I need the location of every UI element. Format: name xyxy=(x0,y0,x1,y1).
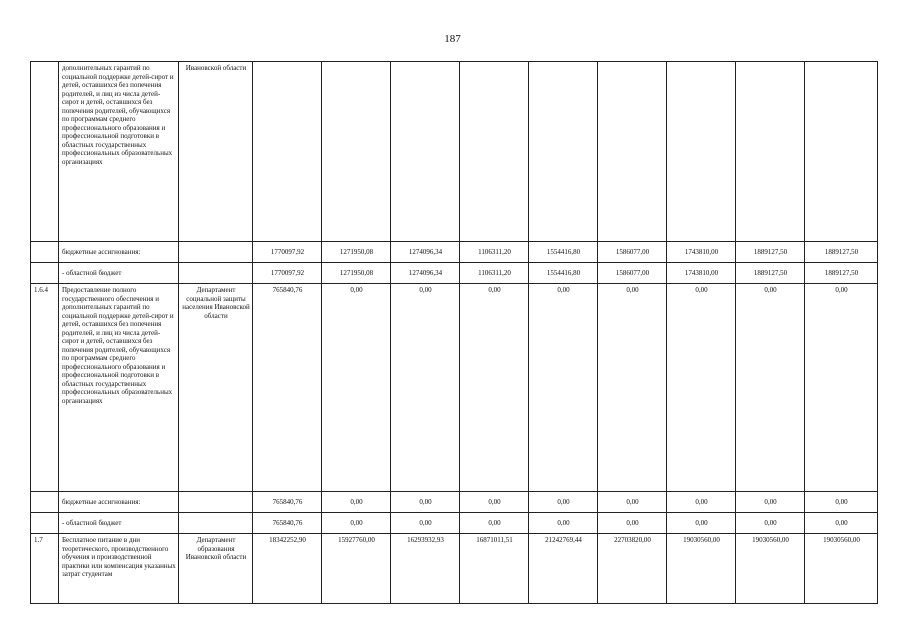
row-description: Предоставление полного государственного обеспечения и дополнительных гарантий по социальной поддержке детей-сирот и детей, оставшихся без попечения родителей, и лиц из числа детей-сирот и детей, оставшихся без попечения родителей, обучающихся по программам среднего профессионального образования и профессиональной подготовки в областных государственных профессиональных образовательных организациях xyxy=(59,284,179,492)
value-cell: 1271950,08 xyxy=(322,242,391,263)
value-cell: 1889127,50 xyxy=(736,242,805,263)
value-cell: 0,00 xyxy=(805,492,878,513)
value-cell: 1770097,92 xyxy=(253,263,322,284)
value-cell: 765840,76 xyxy=(253,513,322,534)
value-cell: 1586077,00 xyxy=(598,263,667,284)
value-cell: 0,00 xyxy=(391,492,460,513)
value-cell: 0,00 xyxy=(391,513,460,534)
row-index xyxy=(31,242,59,263)
value-cell xyxy=(667,62,736,242)
value-cell: 0,00 xyxy=(460,492,529,513)
value-cell xyxy=(322,62,391,242)
row-executor xyxy=(179,263,253,284)
value-cell: 16293932,93 xyxy=(391,534,460,604)
row-label: бюджетные ассигнования: xyxy=(59,492,179,513)
table-row xyxy=(31,242,878,263)
value-cell: 0,00 xyxy=(736,513,805,534)
row-index: 1.6.4 xyxy=(31,284,59,492)
table-row xyxy=(31,62,878,242)
value-cell: 19030560,00 xyxy=(805,534,878,604)
row-index: 1.7 xyxy=(31,534,59,604)
value-cell: 0,00 xyxy=(322,513,391,534)
row-label: - областной бюджет xyxy=(59,263,179,284)
row-executor: Ивановской области xyxy=(179,62,253,242)
row-executor xyxy=(179,242,253,263)
value-cell: 0,00 xyxy=(529,492,598,513)
table-row xyxy=(31,263,878,284)
value-cell xyxy=(391,62,460,242)
table-row xyxy=(31,492,878,513)
value-cell: 1274096,34 xyxy=(391,242,460,263)
page-number: 187 xyxy=(444,33,461,45)
row-index xyxy=(31,492,59,513)
budget-table xyxy=(30,61,878,604)
row-executor xyxy=(179,492,253,513)
value-cell: 0,00 xyxy=(598,513,667,534)
table-row xyxy=(31,513,878,534)
table-row xyxy=(31,534,878,604)
value-cell: 0,00 xyxy=(736,284,805,492)
value-cell xyxy=(529,62,598,242)
value-cell: 1271950,08 xyxy=(322,263,391,284)
value-cell xyxy=(736,62,805,242)
value-cell: 1889127,50 xyxy=(805,263,878,284)
value-cell: 18342252,90 xyxy=(253,534,322,604)
value-cell xyxy=(460,62,529,242)
value-cell: 765840,76 xyxy=(253,492,322,513)
value-cell xyxy=(253,62,322,242)
value-cell: 0,00 xyxy=(460,513,529,534)
row-description: Бесплатное питание в дни теоретического, производственного обучения и производственной практики или компенсация указанных затрат студентам xyxy=(59,534,179,604)
value-cell: 0,00 xyxy=(667,513,736,534)
value-cell: 0,00 xyxy=(460,284,529,492)
value-cell: 1889127,50 xyxy=(805,242,878,263)
row-description: дополнительных гарантий по социальной поддержке детей-сирот и детей, оставшихся без попечения родителей, и лиц из числа детей-сирот и детей, оставшихся без попечения родителей, обучающихся по программам среднего профессионального образования и профессиональной подготовки в областных государственных профессиональных образовательных организациях xyxy=(59,62,179,242)
value-cell: 1770097,92 xyxy=(253,242,322,263)
value-cell: 1106311,20 xyxy=(460,242,529,263)
value-cell: 0,00 xyxy=(529,284,598,492)
value-cell: 0,00 xyxy=(391,284,460,492)
value-cell xyxy=(805,62,878,242)
value-cell: 0,00 xyxy=(805,513,878,534)
value-cell: 1586077,00 xyxy=(598,242,667,263)
row-index xyxy=(31,62,59,242)
row-executor: Департамент социальной защиты населения Ивановской области xyxy=(179,284,253,492)
table-row xyxy=(31,284,878,492)
value-cell xyxy=(598,62,667,242)
row-executor: Департамент образования Ивановской области xyxy=(179,534,253,604)
value-cell: 16871011,51 xyxy=(460,534,529,604)
value-cell: 19030560,00 xyxy=(667,534,736,604)
value-cell: 0,00 xyxy=(667,284,736,492)
row-label: - областной бюджет xyxy=(59,513,179,534)
value-cell: 0,00 xyxy=(598,492,667,513)
value-cell: 22703820,00 xyxy=(598,534,667,604)
value-cell: 0,00 xyxy=(598,284,667,492)
value-cell: 1274096,34 xyxy=(391,263,460,284)
value-cell: 0,00 xyxy=(322,492,391,513)
value-cell: 15927760,00 xyxy=(322,534,391,604)
row-index xyxy=(31,263,59,284)
value-cell: 0,00 xyxy=(805,284,878,492)
value-cell: 0,00 xyxy=(529,513,598,534)
row-executor xyxy=(179,513,253,534)
value-cell: 1743810,00 xyxy=(667,263,736,284)
value-cell: 1106311,20 xyxy=(460,263,529,284)
value-cell: 21242769,44 xyxy=(529,534,598,604)
value-cell: 765840,76 xyxy=(253,284,322,492)
row-label: бюджетные ассигнования: xyxy=(59,242,179,263)
row-index xyxy=(31,513,59,534)
value-cell: 1554416,80 xyxy=(529,263,598,284)
value-cell: 0,00 xyxy=(322,284,391,492)
value-cell: 1889127,50 xyxy=(736,263,805,284)
value-cell: 1554416,80 xyxy=(529,242,598,263)
value-cell: 0,00 xyxy=(736,492,805,513)
value-cell: 0,00 xyxy=(667,492,736,513)
value-cell: 19030560,00 xyxy=(736,534,805,604)
value-cell: 1743810,00 xyxy=(667,242,736,263)
